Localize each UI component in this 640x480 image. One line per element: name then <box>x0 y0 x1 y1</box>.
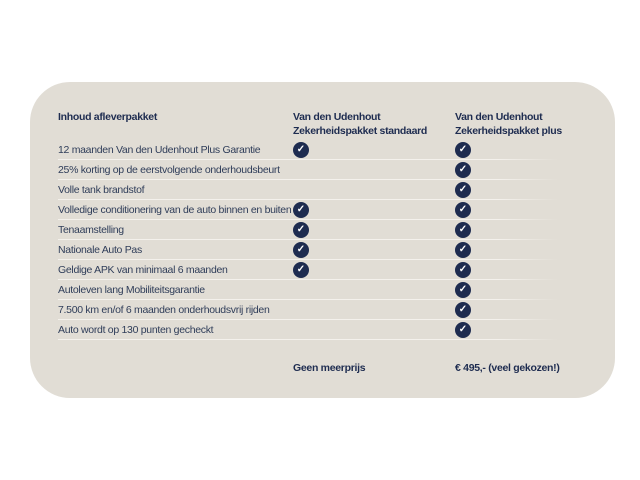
row-label: Volle tank brandstof <box>58 184 145 196</box>
cell-plus <box>455 202 558 218</box>
table-header <box>58 110 562 140</box>
check-icon: ✓ <box>293 262 309 278</box>
cell-standaard <box>293 142 455 158</box>
footer-spacer <box>58 362 293 374</box>
table-row <box>58 240 558 260</box>
price-plus: € 495,- (veel gekozen!) <box>455 362 560 374</box>
row-label: Autoleven lang Mobiliteitsgarantie <box>58 284 205 296</box>
cell-plus <box>455 282 558 298</box>
price-standaard: Geen meerprijs <box>293 362 366 374</box>
row-label: 12 maanden Van den Udenhout Plus Garantie <box>58 144 261 156</box>
check-icon: ✓ <box>455 162 471 178</box>
table-rows <box>58 140 558 340</box>
cell-plus <box>455 242 558 258</box>
check-icon: ✓ <box>455 262 471 278</box>
row-label: Tenaamstelling <box>58 224 124 236</box>
column-header-standaard <box>293 110 455 138</box>
table-row <box>58 260 558 280</box>
delivery-package-card <box>30 82 615 398</box>
check-icon: ✓ <box>455 282 471 298</box>
row-label: Nationale Auto Pas <box>58 244 142 256</box>
cell-standaard <box>293 242 455 258</box>
table-footer <box>58 362 558 374</box>
table-row <box>58 280 558 300</box>
column-header-line2: Zekerheidspakket standaard <box>293 125 428 137</box>
check-icon: ✓ <box>455 242 471 258</box>
check-icon: ✓ <box>455 142 471 158</box>
row-label: Geldige APK van minimaal 6 maanden <box>58 264 228 276</box>
cell-plus <box>455 302 558 318</box>
table-row <box>58 320 558 340</box>
check-icon: ✓ <box>293 222 309 238</box>
check-icon: ✓ <box>293 142 309 158</box>
table-row <box>58 180 558 200</box>
check-icon: ✓ <box>455 202 471 218</box>
cell-plus <box>455 182 558 198</box>
cell-plus <box>455 162 558 178</box>
check-icon: ✓ <box>293 242 309 258</box>
check-icon: ✓ <box>455 182 471 198</box>
table-row <box>58 160 558 180</box>
check-icon: ✓ <box>455 322 471 338</box>
column-header-line2: Zekerheidspakket plus <box>455 125 562 137</box>
check-icon: ✓ <box>455 222 471 238</box>
column-header-line1: Van den Udenhout <box>293 111 381 123</box>
cell-plus <box>455 142 558 158</box>
column-header-plus <box>455 110 562 138</box>
cell-standaard <box>293 202 455 218</box>
row-label: 7.500 km en/of 6 maanden onderhoudsvrij rijden <box>58 304 270 316</box>
row-label: Volledige conditionering van de auto binnen en buiten <box>58 204 292 216</box>
table-row <box>58 140 558 160</box>
cell-plus <box>455 262 558 278</box>
check-icon: ✓ <box>293 202 309 218</box>
table-title: Inhoud afleverpakket <box>58 111 158 123</box>
table-row <box>58 300 558 320</box>
check-icon: ✓ <box>455 302 471 318</box>
row-label: Auto wordt op 130 punten gecheckt <box>58 324 214 336</box>
cell-plus <box>455 322 558 338</box>
cell-standaard <box>293 262 455 278</box>
cell-standaard <box>293 222 455 238</box>
column-header-line1: Van den Udenhout <box>455 111 543 123</box>
table-row <box>58 220 558 240</box>
row-label: 25% korting op de eerstvolgende onderhoudsbeurt <box>58 164 280 176</box>
table-row <box>58 200 558 220</box>
cell-plus <box>455 222 558 238</box>
